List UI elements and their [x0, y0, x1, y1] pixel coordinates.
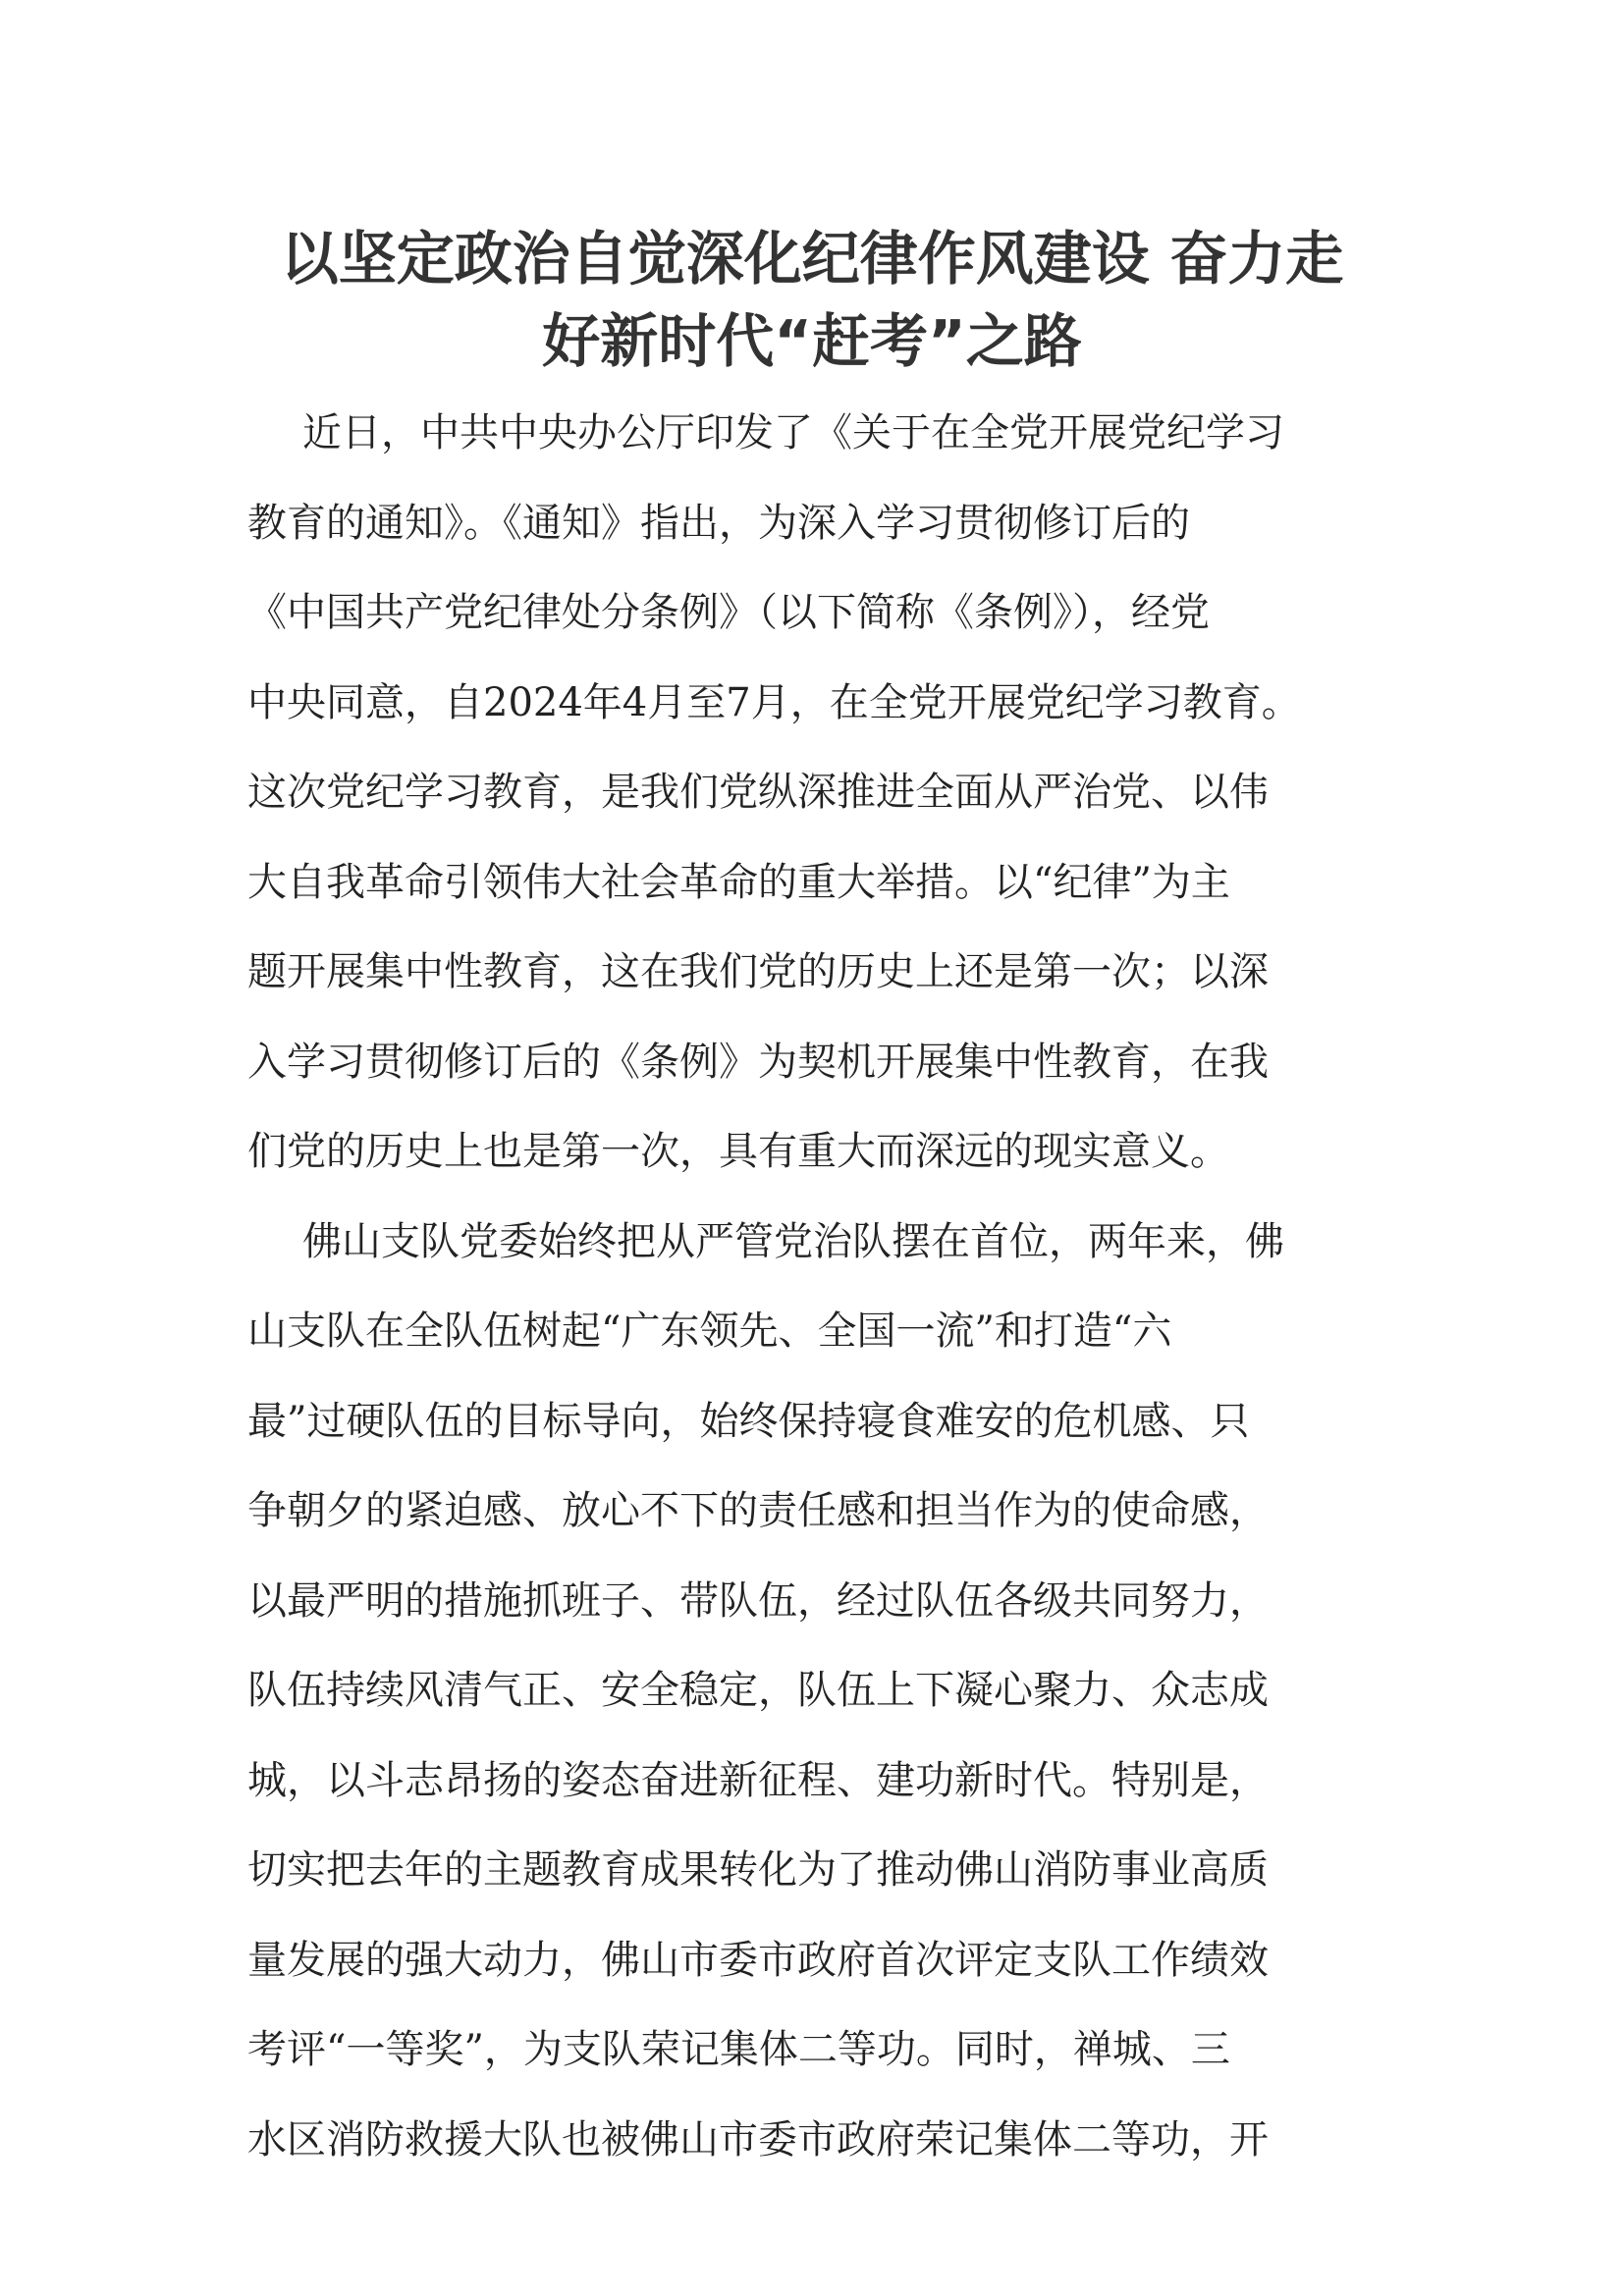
text-line: 水区消防救援大队也被佛山市委市政府荣记集体二等功，开: [247, 2116, 1269, 2163]
text-line: 以最严明的措施抓班子、带队伍，经过队伍各级共同努力，: [247, 1577, 1269, 1624]
text-line: 入学习贯彻修订后的《条例》为契机开展集中性教育，在我: [247, 1039, 1269, 1085]
text-line: 中央同意，自2024年4月至7月，在全党开展党纪学习教育。: [247, 679, 1301, 725]
text-line: 大自我革命引领伟大社会革命的重大举措。以“纪律”为主: [247, 859, 1230, 905]
text-line: 山支队在全队伍树起“广东领先、全国一流”和打造“六: [247, 1308, 1172, 1354]
text-line: 《中国共产党纪律处分条例》（以下简称《条例》），经党: [247, 590, 1210, 635]
text-line: 们党的历史上也是第一次，具有重大而深远的现实意义。: [247, 1129, 1229, 1174]
text-line: 佛山支队党委始终把从严管党治队摆在首位，两年来，佛: [302, 1218, 1284, 1264]
text-line: 教育的通知》。《通知》指出，为深入学习贯彻修订后的: [247, 500, 1190, 546]
text-line: 题开展集中性教育，这在我们党的历史上还是第一次；以深: [247, 949, 1269, 994]
text-line: 量发展的强大动力，佛山市委市政府首次评定支队工作绩效: [247, 1937, 1269, 1983]
text-line: 争朝夕的紧迫感、放心不下的责任感和担当作为的使命感，: [247, 1488, 1269, 1533]
text-line: 城，以斗志昂扬的姿态奋进新征程、建功新时代。特别是，: [247, 1757, 1269, 1803]
text-line: 考评“一等奖”，为支队荣记集体二等功。同时，禅城、三: [247, 2027, 1230, 2072]
title-line-2: 好新时代“赶考”之路: [542, 307, 1082, 375]
text-line: 这次党纪学习教育，是我们党纵深推进全面从严治党、以伟: [247, 770, 1269, 815]
text-line: 最”过硬队伍的目标导向，始终保持寝食难安的危机感、只: [247, 1398, 1250, 1444]
document-title: [216, 218, 1408, 383]
paragraph-2: [247, 1198, 1386, 2186]
text-line: 队伍持续风清气正、安全稳定，队伍上下凝心聚力、众志成: [247, 1668, 1269, 1713]
paragraph-1: [247, 389, 1386, 1198]
text-line: 切实把去年的主题教育成果转化为了推动佛山消防事业高质: [247, 1847, 1269, 1893]
title-line-1: 以坚定政治自觉深化纪律作风建设 奋力走: [280, 225, 1344, 293]
document-body: [247, 389, 1386, 2185]
text-line: 近日，中共中央办公厅印发了《关于在全党开展党纪学习: [302, 410, 1284, 455]
